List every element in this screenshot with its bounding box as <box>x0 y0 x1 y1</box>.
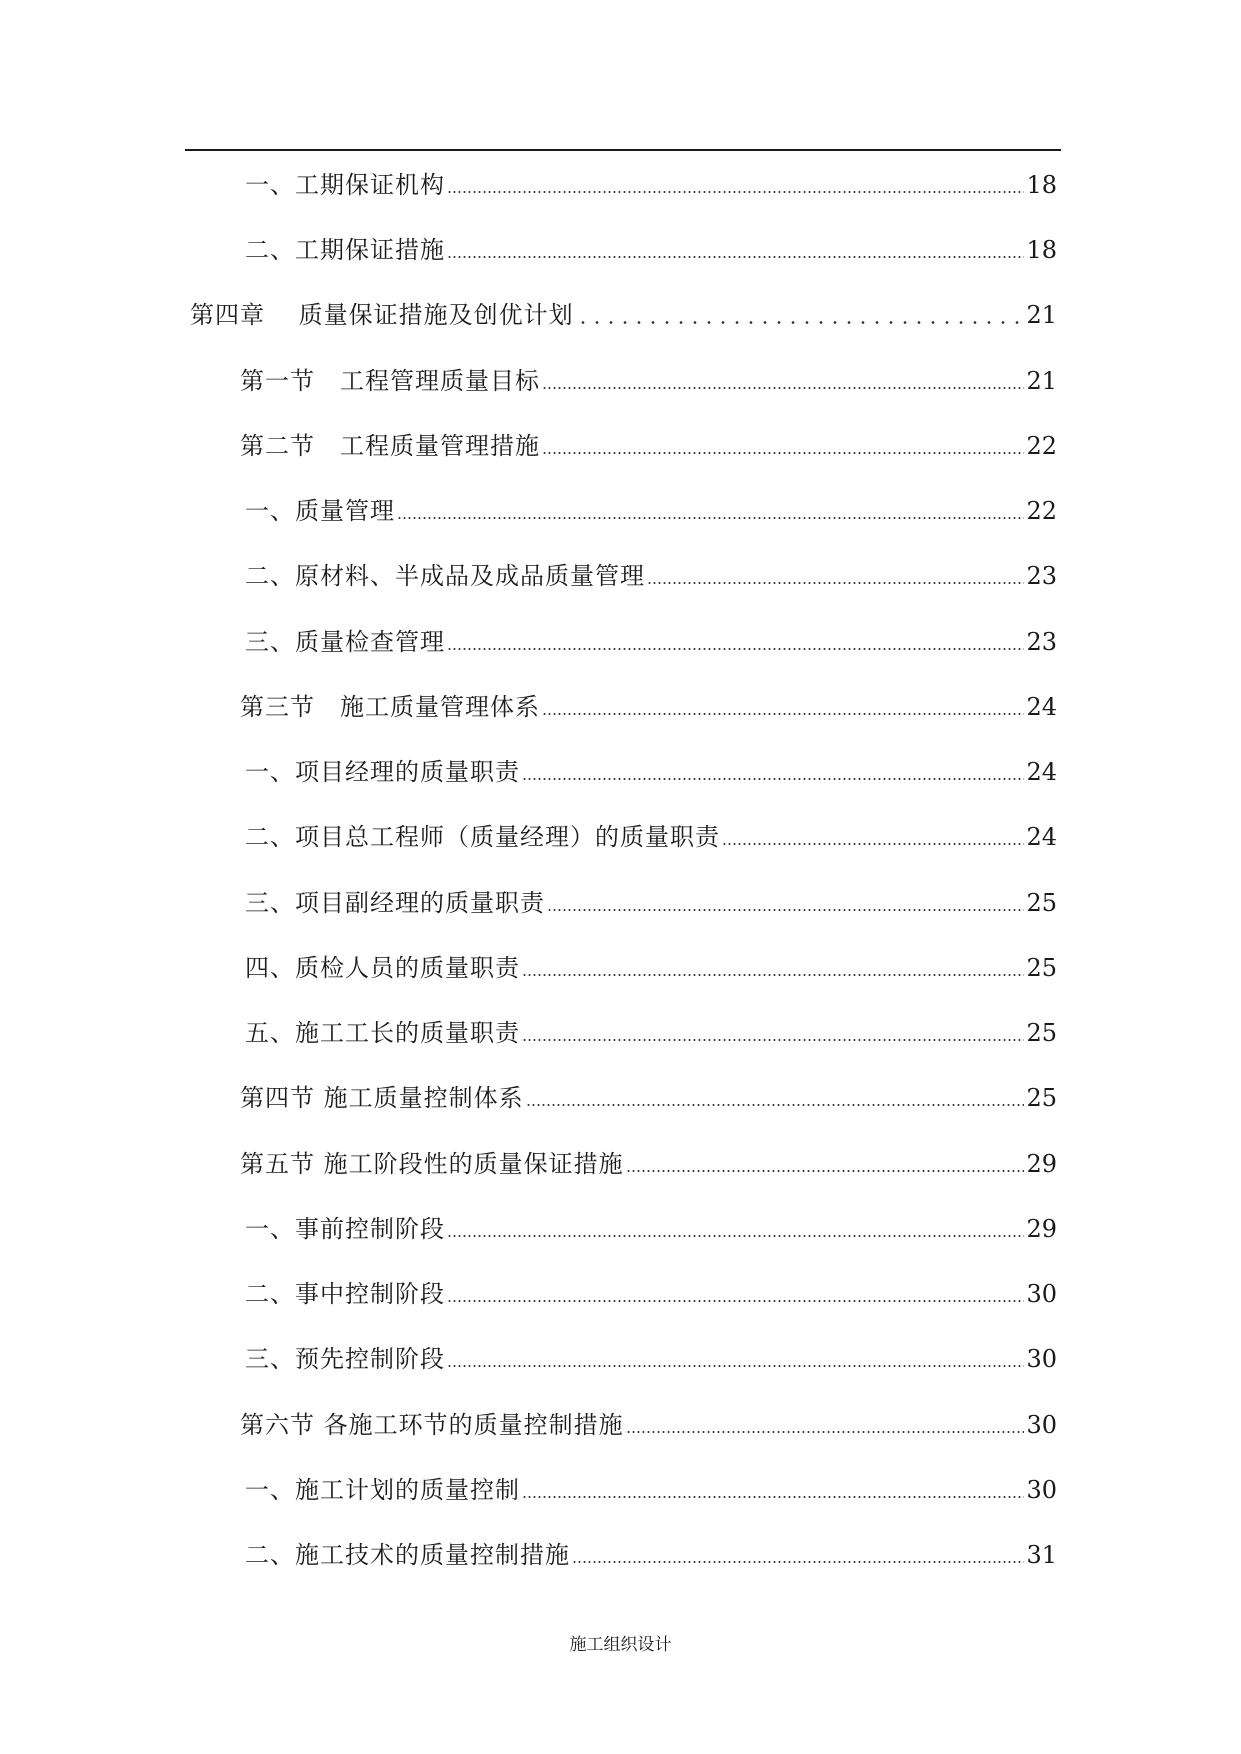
toc-dot-leader <box>447 1235 1024 1237</box>
toc-dot-leader <box>522 974 1024 976</box>
toc-dot-leader <box>526 1104 1025 1106</box>
toc-entry[interactable] <box>245 1274 1057 1314</box>
toc-dot-leader <box>722 843 1024 845</box>
toc-entry-page: 24 <box>1026 758 1057 786</box>
toc-entry-title: 一、质量管理 <box>245 497 395 525</box>
toc-entry[interactable] <box>245 1470 1057 1510</box>
toc-entry[interactable] <box>245 165 1057 205</box>
toc-entry[interactable] <box>245 1339 1057 1379</box>
toc-entry-title: 二、工期保证措施 <box>245 236 445 264</box>
toc-entry-title: 一、工期保证机构 <box>245 171 445 199</box>
toc-dot-leader <box>542 713 1024 715</box>
toc-dot-leader <box>542 387 1024 389</box>
toc-entry[interactable] <box>245 883 1057 923</box>
toc-entry[interactable] <box>245 1013 1057 1053</box>
toc-entry[interactable] <box>245 622 1057 662</box>
toc-entry[interactable] <box>245 1209 1057 1249</box>
toc-entry-title: 第四节 施工质量控制体系 <box>240 1084 524 1112</box>
toc-entry[interactable] <box>245 817 1057 857</box>
toc-dot-leader <box>522 778 1024 780</box>
toc-dot-leader <box>626 1431 1025 1433</box>
toc-entry-page: 29 <box>1026 1215 1057 1243</box>
toc-entry-title: 二、事中控制阶段 <box>245 1280 445 1308</box>
toc-entry-page: 18 <box>1026 171 1057 199</box>
toc-entry-title: 三、预先控制阶段 <box>245 1345 445 1373</box>
toc-entry-page: 25 <box>1026 1019 1057 1047</box>
toc-section-entry[interactable] <box>240 1144 1057 1184</box>
toc-entry-title: 一、事前控制阶段 <box>245 1215 445 1243</box>
toc-entry-title: 第三节 施工质量管理体系 <box>240 693 540 721</box>
toc-entry[interactable] <box>245 948 1057 988</box>
toc-entry-page: 25 <box>1026 889 1057 917</box>
toc-entry-page: 23 <box>1026 562 1057 590</box>
toc-dot-leader <box>447 1365 1024 1367</box>
toc-entry-page: 21 <box>1026 367 1057 395</box>
toc-dot-leader <box>447 256 1024 258</box>
toc-entry[interactable] <box>245 491 1057 531</box>
toc-dot-leader <box>626 1170 1025 1172</box>
toc-entry-page: 30 <box>1026 1280 1057 1308</box>
toc-section-entry[interactable] <box>240 1078 1057 1118</box>
toc-entry-page: 31 <box>1026 1541 1057 1569</box>
toc-dot-leader <box>572 1561 1024 1563</box>
toc-dot-leader <box>547 909 1024 911</box>
toc-entry-title: 第二节 工程质量管理措施 <box>240 432 540 460</box>
toc-entry-title: 一、施工计划的质量控制 <box>245 1476 520 1504</box>
toc-entry[interactable] <box>245 1535 1057 1575</box>
toc-entry-page: 22 <box>1026 497 1057 525</box>
toc-entry-title: 第五节 施工阶段性的质量保证措施 <box>240 1150 624 1178</box>
toc-entry-page: 25 <box>1026 1084 1057 1112</box>
toc-entry-title: 五、施工工长的质量职责 <box>245 1019 520 1047</box>
toc-entry-title: 一、项目经理的质量职责 <box>245 758 520 786</box>
toc-entry-page: 22 <box>1026 432 1057 460</box>
toc-entry-title: 三、项目副经理的质量职责 <box>245 889 545 917</box>
toc-entry-page: 29 <box>1026 1150 1057 1178</box>
toc-entry-page: 21 <box>1026 301 1057 329</box>
toc-entry[interactable] <box>245 230 1057 270</box>
toc-entry-title: 三、质量检查管理 <box>245 628 445 656</box>
toc-section-entry[interactable] <box>240 687 1057 727</box>
toc-dot-leader <box>647 582 1024 584</box>
toc-dot-leader <box>576 321 1025 324</box>
toc-entry-title: 第六节 各施工环节的质量控制措施 <box>240 1411 624 1439</box>
toc-dot-leader <box>447 648 1024 650</box>
toc-entry-page: 23 <box>1026 628 1057 656</box>
toc-dot-leader <box>522 1039 1024 1041</box>
toc-entry-title: 二、施工技术的质量控制措施 <box>245 1541 570 1569</box>
toc-entry[interactable] <box>245 752 1057 792</box>
toc-section-entry[interactable] <box>240 426 1057 466</box>
toc-entry-page: 18 <box>1026 236 1057 264</box>
page-footer: 施工组织设计 <box>569 1635 672 1655</box>
toc-entry-page: 30 <box>1026 1345 1057 1373</box>
toc-entry-title: 四、质检人员的质量职责 <box>245 954 520 982</box>
toc-dot-leader <box>522 1496 1024 1498</box>
toc-entry[interactable] <box>245 556 1057 596</box>
toc-section-entry[interactable] <box>240 1405 1057 1445</box>
toc-section-entry[interactable] <box>240 361 1057 401</box>
toc-entry-title: 二、项目总工程师（质量经理）的质量职责 <box>245 823 720 851</box>
toc-entry-page: 30 <box>1026 1476 1057 1504</box>
toc-entry-title: 二、原材料、半成品及成品质量管理 <box>245 562 645 590</box>
toc-entry-page: 30 <box>1026 1411 1057 1439</box>
toc-dot-leader <box>397 517 1024 519</box>
toc-dot-leader <box>447 191 1024 193</box>
toc-entry-page: 25 <box>1026 954 1057 982</box>
toc-entry-title: 第四章 质量保证措施及创优计划 <box>190 301 574 329</box>
toc-dot-leader <box>447 1300 1024 1302</box>
toc-entry-title: 第一节 工程管理质量目标 <box>240 367 540 395</box>
toc-entry-page: 24 <box>1026 693 1057 721</box>
toc-dot-leader <box>542 452 1024 454</box>
toc-chapter-entry[interactable] <box>190 295 1057 335</box>
toc-entry-page: 24 <box>1026 823 1057 851</box>
